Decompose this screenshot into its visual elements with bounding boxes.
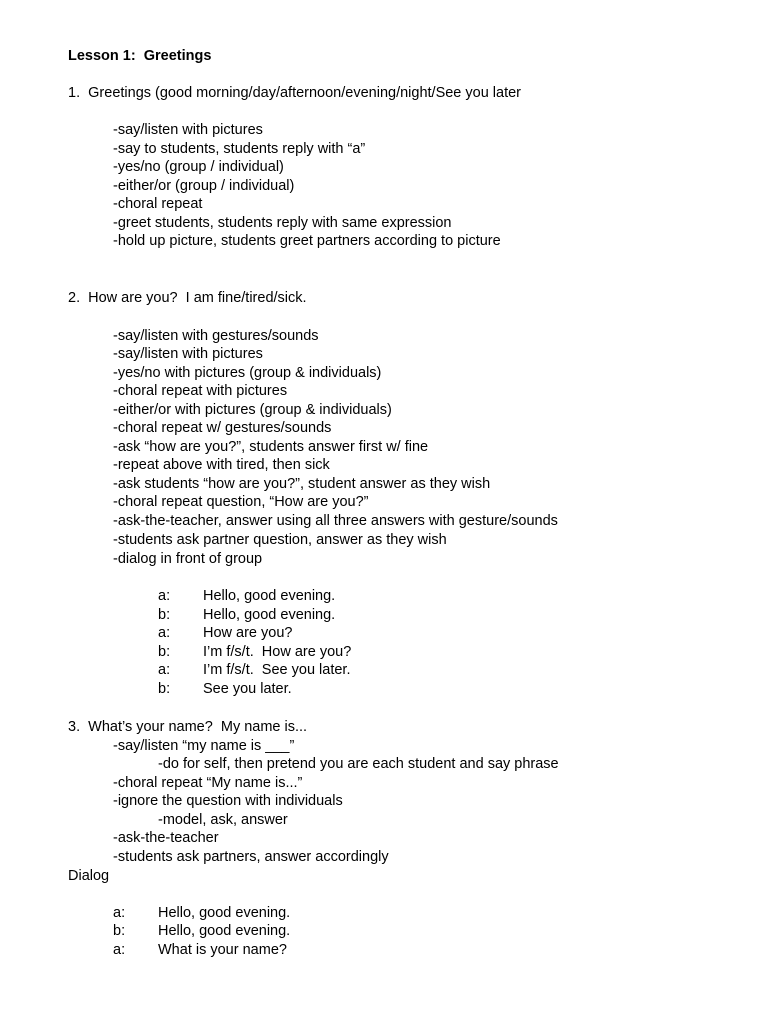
section-2-step: -choral repeat with pictures	[113, 383, 288, 399]
section-2-step: -say/listen with pictures	[113, 346, 263, 362]
dialog-line	[158, 680, 292, 698]
dialog-speaker: b:	[158, 681, 171, 697]
section-1-step: -hold up picture, students greet partners according to picture	[113, 233, 501, 249]
section-3-step: -ask-the-teacher	[113, 830, 219, 846]
section-2-step: -choral repeat question, “How are you?”	[113, 494, 369, 510]
section-1-step: -yes/no (group / individual)	[113, 159, 284, 175]
section-2-step: -ask students “how are you?”, student answer as they wish	[113, 476, 491, 492]
dialog-speaker: a:	[158, 588, 171, 604]
section-2-step: -choral repeat w/ gestures/sounds	[113, 420, 332, 436]
dialog-line	[113, 922, 290, 940]
dialog-text: See you later.	[203, 681, 292, 697]
section-2-heading: 2. How are you? I am fine/tired/sick.	[68, 290, 307, 306]
section-1-heading: 1. Greetings (good morning/day/afternoon/evening/night/See you later	[68, 85, 522, 101]
section-1-step: -either/or (group / individual)	[113, 178, 295, 194]
dialog-speaker: a:	[113, 942, 126, 958]
section-2-step: -either/or with pictures (group & individuals)	[113, 402, 392, 418]
section-3-step: -choral repeat “My name is...”	[113, 775, 303, 791]
section-1-step: -greet students, students reply with same expression	[113, 215, 452, 231]
section-3-step: -ignore the question with individuals	[113, 793, 343, 809]
section-1-step: -say/listen with pictures	[113, 122, 263, 138]
section-2-step: -yes/no with pictures (group & individuals)	[113, 365, 382, 381]
dialog-text: I’m f/s/t. See you later.	[203, 662, 351, 678]
dialog-text: Hello, good evening.	[158, 905, 291, 921]
dialog-line	[158, 661, 350, 679]
dialog-label: Dialog	[68, 868, 110, 884]
dialog-speaker: b:	[158, 607, 171, 623]
dialog-text: Hello, good evening.	[203, 588, 336, 604]
lesson-title: Lesson 1: Greetings	[68, 48, 212, 64]
dialog-line	[113, 941, 287, 959]
section-1-step: -choral repeat	[113, 196, 203, 212]
section-2-step: -repeat above with tired, then sick	[113, 457, 330, 473]
dialog-text: Hello, good evening.	[203, 607, 336, 623]
section-2-step: -dialog in front of group	[113, 551, 263, 567]
section-1-step: -say to students, students reply with “a”	[113, 141, 366, 157]
dialog-speaker: a:	[158, 662, 171, 678]
dialog-line	[113, 904, 290, 922]
dialog-line	[158, 643, 351, 661]
dialog-line	[158, 606, 335, 624]
section-2-step: -say/listen with gestures/sounds	[113, 328, 319, 344]
dialog-text: What is your name?	[158, 942, 287, 958]
dialog-speaker: a:	[113, 905, 126, 921]
section-2-step: -ask-the-teacher, answer using all three answers with gesture/sounds	[113, 513, 558, 529]
section-2-step: -students ask partner question, answer as they wish	[113, 532, 447, 548]
section-3-substep: -model, ask, answer	[158, 812, 288, 828]
section-3-step: -say/listen “my name is ___”	[113, 738, 295, 754]
dialog-line	[158, 624, 292, 642]
section-2-step: -ask “how are you?”, students answer first w/ fine	[113, 439, 429, 455]
dialog-text: I’m f/s/t. How are you?	[203, 644, 352, 660]
dialog-text: How are you?	[203, 625, 293, 641]
dialog-speaker: b:	[158, 644, 171, 660]
dialog-text: Hello, good evening.	[158, 923, 291, 939]
dialog-line	[158, 587, 335, 605]
section-3-substep: -do for self, then pretend you are each student and say phrase	[158, 756, 559, 772]
section-3-step: -students ask partners, answer accordingly	[113, 849, 389, 865]
section-3-heading: 3. What’s your name? My name is...	[68, 719, 308, 735]
dialog-speaker: a:	[158, 625, 171, 641]
dialog-speaker: b:	[113, 923, 126, 939]
